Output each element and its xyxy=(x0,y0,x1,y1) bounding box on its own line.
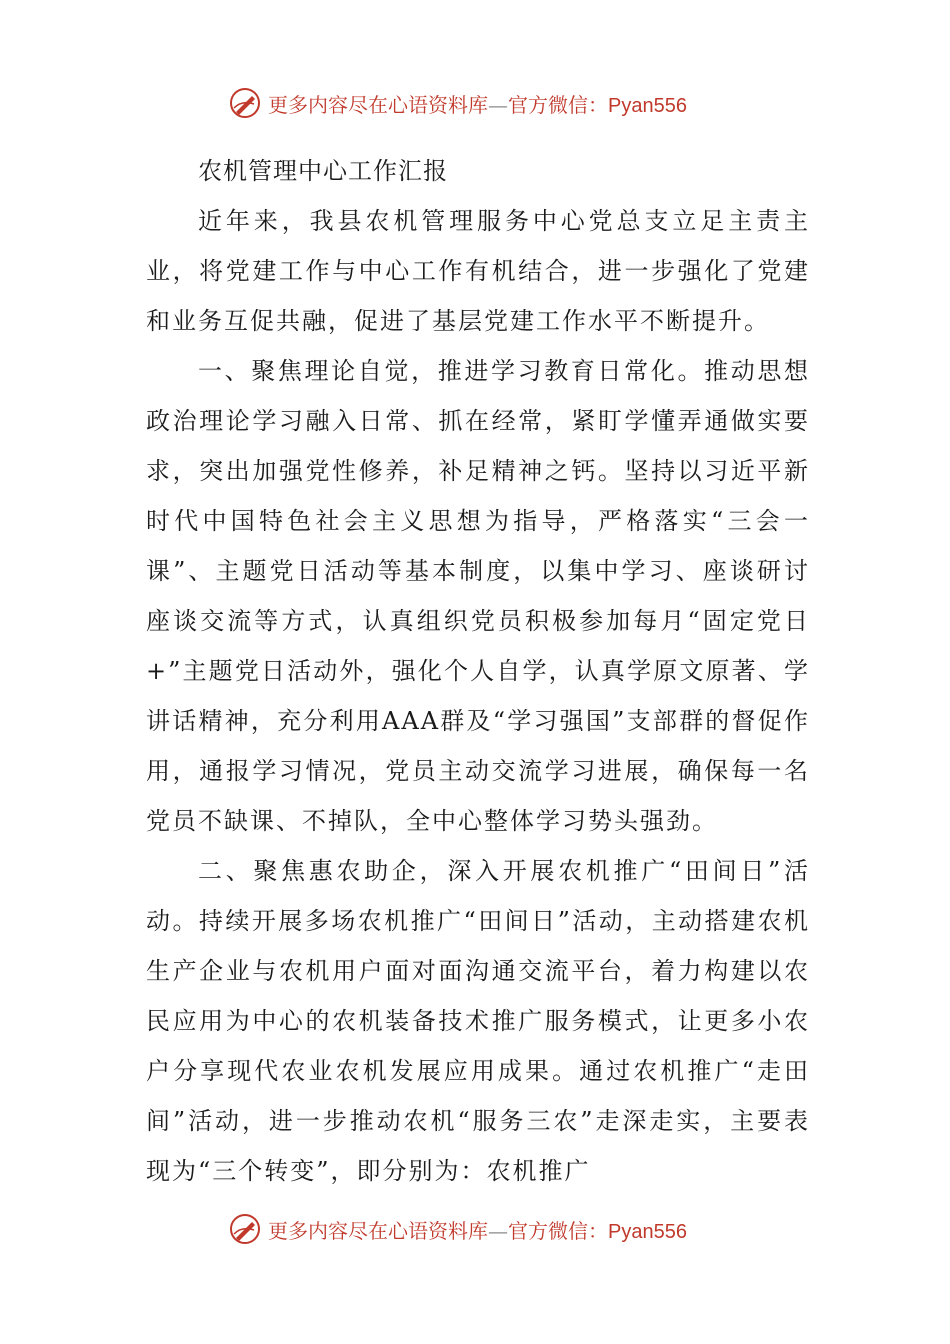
watermark-wechat-id: Pyan556 xyxy=(608,1220,687,1243)
watermark-wechat-label: 官方微信： xyxy=(508,1218,608,1243)
paragraph-section-1: 一、聚焦理论自觉，推进学习教育日常化。推动思想政治理论学习融入日常、抓在经常，紧盯学懂弄通做实要求，突出加强党性修养，补足精神之钙。坚持以习近平新时代中国特色社会主义思想为指导，严格落实“三会一课”、主题党日活动等基本制度，以集中学习、座谈研讨座谈交流等方式，认真组织党员积极参加每月“固定党日+”主题党日活动外，强化个人自学，认真学原文原著、学讲话精神，充分利用AAA群及“学习强国”支部群的督促作用，通报学习情况，党员主动交流学习进展，确保每一名党员不缺课、不掉队，全中心整体学习势头强劲。 xyxy=(146,357,810,835)
pen-logo-icon xyxy=(228,86,262,120)
watermark-text xyxy=(268,89,687,118)
watermark-header xyxy=(228,86,748,120)
document-body xyxy=(146,146,810,1196)
watermark-slogan: 更多内容尽在心语资料库 xyxy=(268,1218,488,1243)
watermark-slogan: 更多内容尽在心语资料库 xyxy=(268,92,488,117)
pen-logo-icon xyxy=(228,1212,262,1246)
paragraph-intro: 近年来，我县农机管理服务中心党总支立足主责主业，将党建工作与中心工作有机结合，进一步强化了党建和业务互促共融，促进了基层党建工作水平不断提升。 xyxy=(146,207,810,335)
watermark-text xyxy=(268,1215,687,1244)
watermark-dash: — xyxy=(488,1218,508,1243)
watermark-wechat-label: 官方微信： xyxy=(508,92,608,117)
paragraph-section-2: 二、聚焦惠农助企，深入开展农机推广“田间日”活动。持续开展多场农机推广“田间日”活动，主动搭建农机生产企业与农机用户面对面沟通交流平台，着力构建以农民应用为中心的农机装备技术推广服务模式，让更多小农户分享现代农业农机发展应用成果。通过农机推广“走田间”活动，进一步推动农机“服务三农”走深走实，主要表现为“三个转变”，即分别为：农机推广 xyxy=(146,857,810,1185)
watermark-wechat-id: Pyan556 xyxy=(608,94,687,117)
watermark-footer xyxy=(228,1212,748,1246)
watermark-dash: — xyxy=(488,92,508,117)
document-title: 农机管理中心工作汇报 xyxy=(198,157,448,185)
